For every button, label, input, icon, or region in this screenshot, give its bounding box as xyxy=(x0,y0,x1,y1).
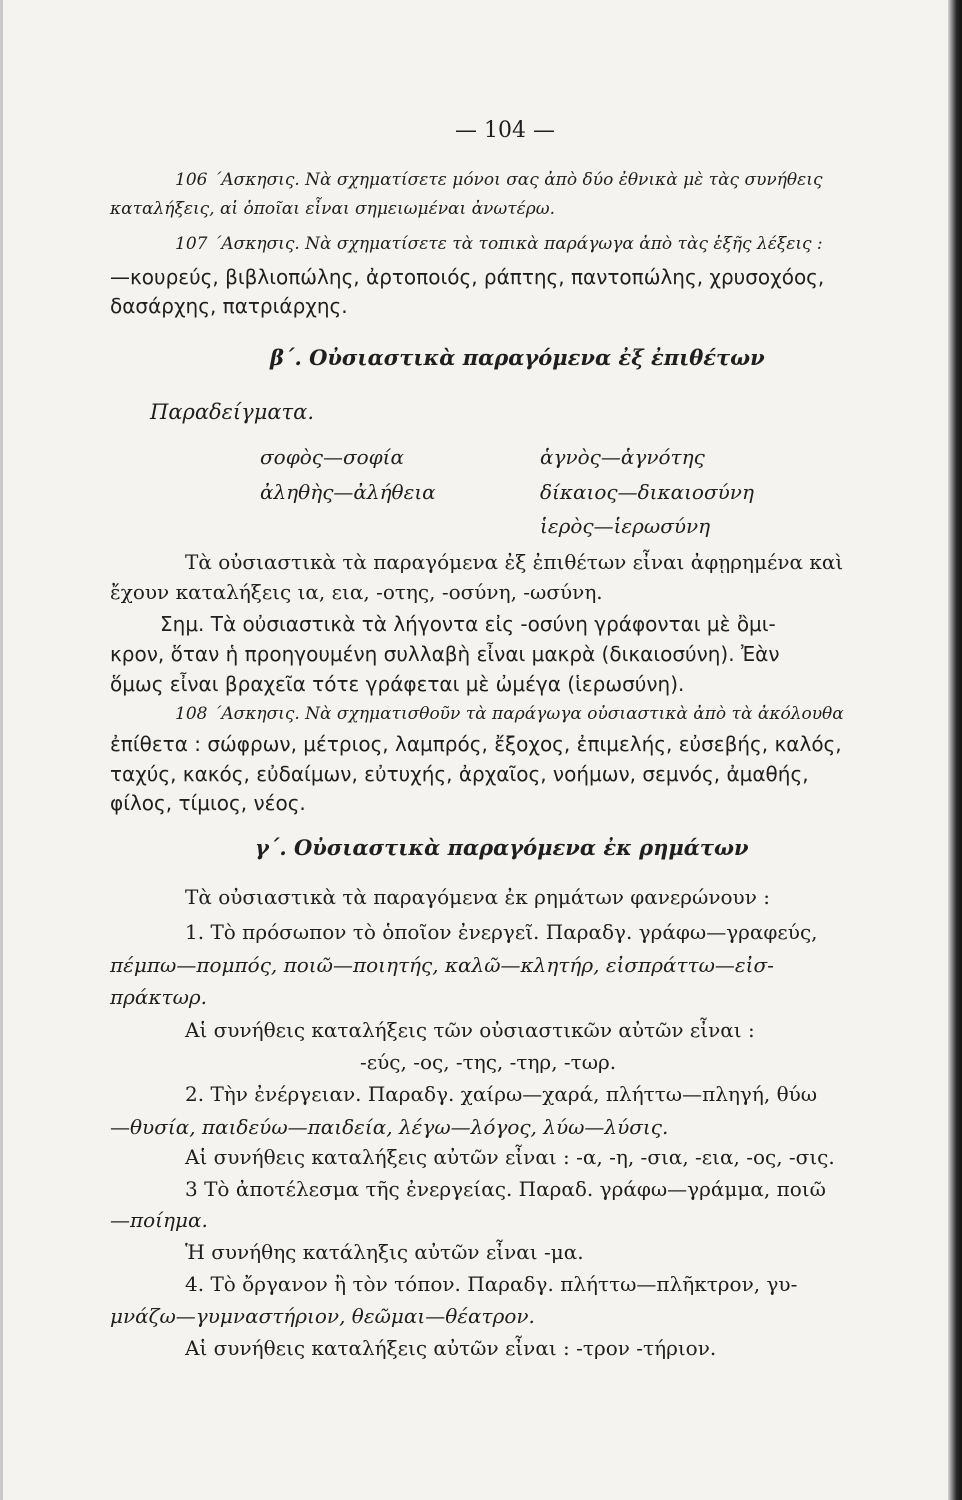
example-agnos: ἁγνὸς—ἁγνότης xyxy=(540,445,705,469)
note-line-1: Σημ. Τὰ οὐσιαστικὰ τὰ λήγοντα εἰς -οσύνη γράφονται μὲ ὂμι- xyxy=(160,612,776,636)
exercise-108-line-4: φίλος, τίμιος, νέος. xyxy=(110,791,306,815)
point-3-line-1: 3 Τὸ ἀποτέλεσμα τῆς ἐνεργείας. Παραδ. γράφω—γράμμα, ποιῶ xyxy=(185,1177,826,1201)
point-1-endings: -εύς, -ος, -της, -τηρ, -τωρ. xyxy=(360,1050,617,1074)
example-alithis: ἀληθὴς—ἀλήθεια xyxy=(260,480,436,504)
examples-label: Παραδείγματα. xyxy=(150,400,315,424)
point-2-line-1: 2. Τὴν ἐνέργειαν. Παραδγ. χαίρω—χαρά, πλήττω—πληγή, θύω xyxy=(185,1082,818,1106)
point-1-line-1: 1. Τὸ πρόσωπον τὸ ὁποῖον ἐνεργεῖ. Παραδγ. γράφω—γραφεύς, xyxy=(185,920,818,944)
point-3-line-3: Ἡ συνήθης κατάληξις αὐτῶν εἶναι -μα. xyxy=(185,1240,584,1264)
point-1-line-2: πέμπω—πομπός, ποιῶ—ποιητής, καλῶ—κλητήρ, εἰσπράττω—εἰσ- xyxy=(110,953,774,977)
point-4-line-1: 4. Τὸ ὄργανον ἢ τὸν τόπον. Παραδγ. πλήττω—πλῆκτρον, γυ- xyxy=(185,1272,798,1296)
exercise-107-line-1: 107 ΄Ασκησις. Νὰ σχηματίσετε τὰ τοπικὰ παράγωγα ἀπὸ τὰς ἑξῆς λέξεις : xyxy=(175,234,823,254)
example-sofos: σοφὸς—σοφία xyxy=(260,445,404,469)
exercise-108-line-3: ταχύς, κακός, εὐδαίμων, εὐτυχής, ἀρχαῖος, νοήμων, σεμνός, ἀμαθής, xyxy=(110,762,809,786)
exercise-108-line-1: 108 ΄Ασκησις. Νὰ σχηματισθοῦν τὰ παράγωγα οὐσιαστικὰ ἀπὸ τὰ ἀκόλουθα xyxy=(175,704,844,724)
example-ieros: ἱερὸς—ἱερωσύνη xyxy=(540,514,711,538)
page-left-edge xyxy=(0,0,3,1500)
page-number: — 104 — xyxy=(455,118,555,143)
section-b-heading: β΄. Οὐσιαστικὰ παραγόμενα ἐξ ἐπιθέτων xyxy=(270,345,765,370)
section-b-paragraph-line-1: Τὰ οὐσιαστικὰ τὰ παραγόμενα ἐξ ἐπιθέτων εἶναι ἀφῃρημένα καὶ xyxy=(185,550,844,574)
exercise-108-line-2: ἐπίθετα : σώφρων, μέτριος, λαμπρός, ἔξοχος, ἐπιμελής, εὐσεβής, καλός, xyxy=(110,732,842,756)
section-c-heading: γ΄. Οὐσιαστικὰ παραγόμενα ἐκ ρημάτων xyxy=(255,835,749,860)
point-1-line-4: Αἱ συνήθεις καταλήξεις τῶν οὐσιαστικῶν αὐτῶν εἶναι : xyxy=(185,1018,755,1042)
point-2-line-3: Αἱ συνήθεις καταλήξεις αὐτῶν εἶναι : -α, -η, -σια, -εια, -ος, -σις. xyxy=(185,1145,835,1169)
note-line-3: ὅμως εἶναι βραχεῖα τότε γράφεται μὲ ὠμέγα (ἱερωσύνη). xyxy=(110,672,685,696)
point-1-line-3: πράκτωρ. xyxy=(110,985,208,1009)
note-line-2: κρον, ὅταν ἡ προηγουμένη συλλαβὴ εἶναι μακρὰ (δικαιοσύνη). Ἐὰν xyxy=(110,642,780,666)
exercise-107-line-3: δασάρχης, πατριάρχης. xyxy=(110,294,348,318)
exercise-107-line-2: —κουρεύς, βιβλιοπώλης, ἀρτοποιός, ράπτης, παντοπώλης, χρυσοχόος, xyxy=(110,265,825,289)
section-c-intro: Τὰ οὐσιαστικὰ τὰ παραγόμενα ἐκ ρημάτων φανερώνουν : xyxy=(185,885,770,909)
point-4-line-2: μνάζω—γυμναστήριον, θεῶμαι—θέατρον. xyxy=(110,1304,535,1328)
book-spine-shadow xyxy=(948,0,962,1500)
exercise-106-line-2: καταλήξεις, αἱ ὁποῖαι εἶναι σημειωμέναι ἀνωτέρω. xyxy=(110,199,556,219)
exercise-106-line-1: 106 ΄Ασκησις. Νὰ σχηματίσετε μόνοι σας ἀπὸ δύο ἐθνικὰ μὲ τὰς συνήθεις xyxy=(175,170,823,190)
example-dikaios: δίκαιος—δικαιοσύνη xyxy=(540,480,754,504)
point-2-line-2: —θυσία, παιδεύω—παιδεία, λέγω—λόγος, λύω—λύσις. xyxy=(110,1115,669,1139)
section-b-paragraph-line-2: ἔχουν καταλήξεις ια, εια, -οτης, -οσύνη, -ωσύνη. xyxy=(110,580,603,604)
point-4-line-3: Αἱ συνήθεις καταλήξεις αὐτῶν εἶναι : -τρον -τήριον. xyxy=(185,1336,717,1360)
point-3-line-2: —ποίημα. xyxy=(110,1208,208,1232)
